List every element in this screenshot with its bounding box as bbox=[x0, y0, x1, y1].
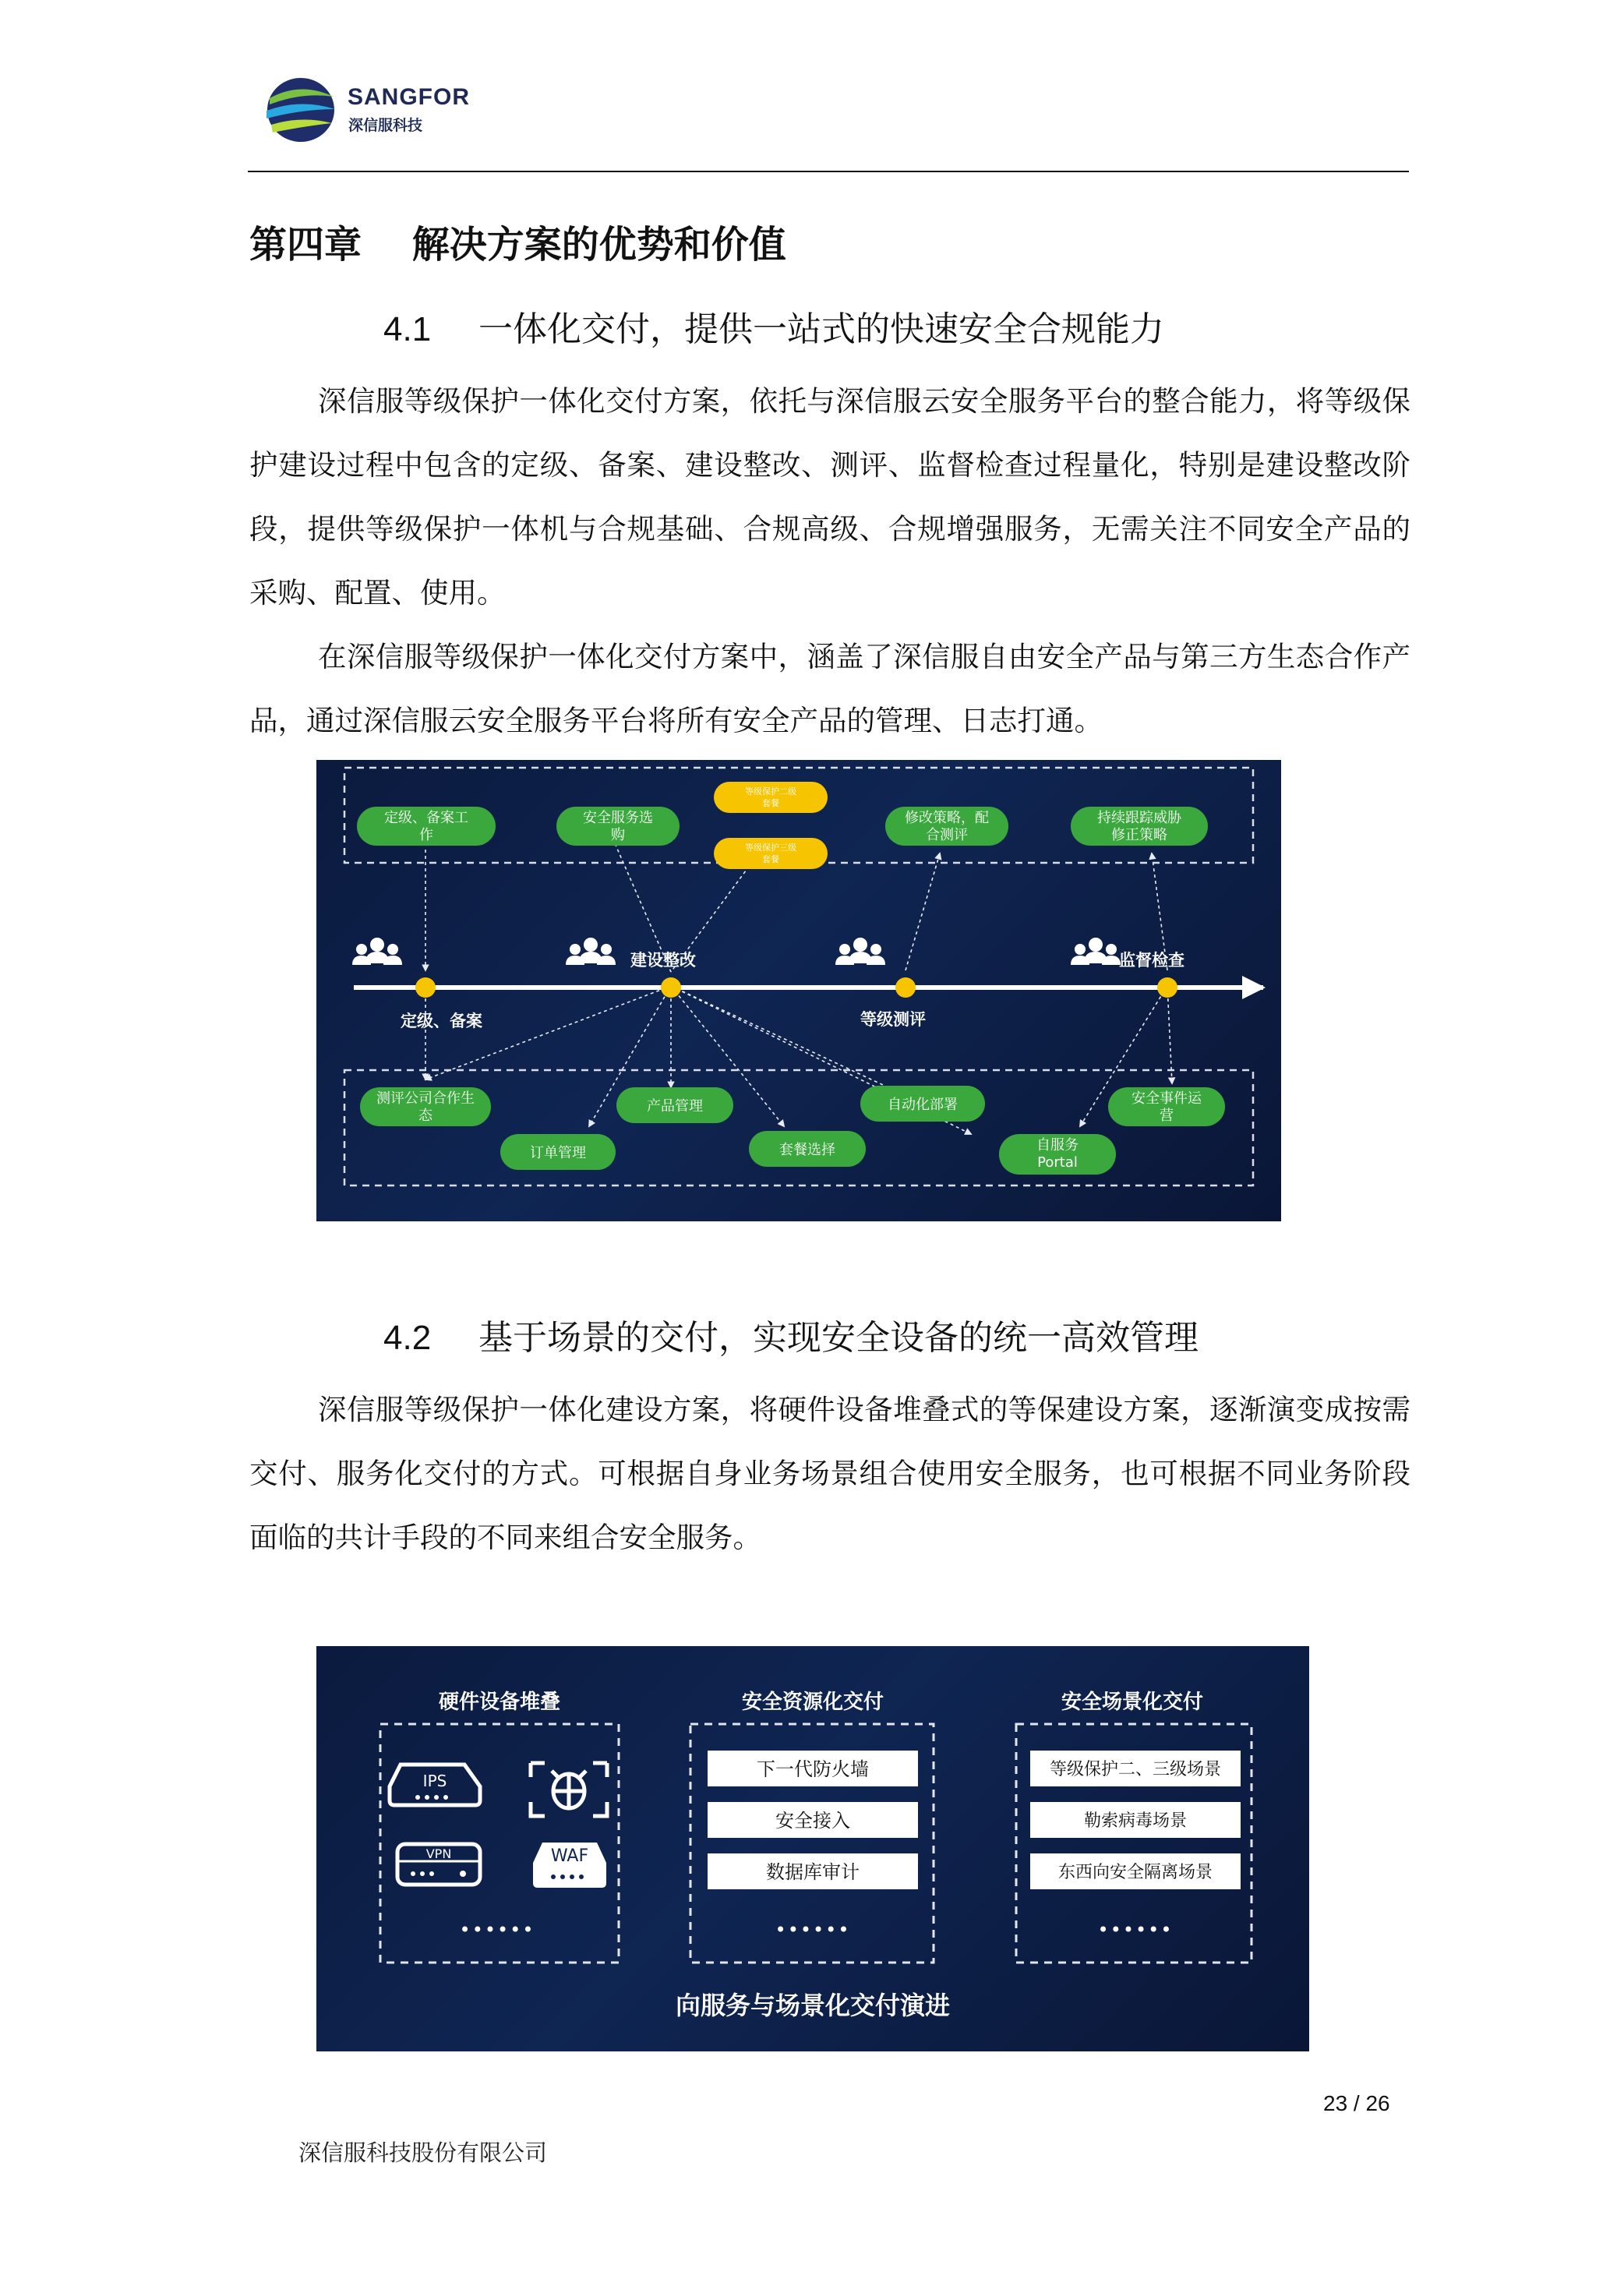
section-heading-4-1 bbox=[383, 301, 1164, 351]
stage-dot bbox=[415, 977, 436, 998]
scenario-item: 东西向安全隔离场景 bbox=[1057, 1863, 1213, 1882]
paragraph: 深信服等级保护一体化建设方案，将硬件设备堆叠式的等保建设方案，逐渐演变成按需交付、服务化交付的方式。可根据自身业务场景组合使用安全服务，也可根据不同业务阶段面临的共计手段的不同来组合安全服务。 bbox=[249, 1393, 1410, 1554]
section-number: 4.2 bbox=[383, 1319, 432, 1357]
yellow-item: 等级保护二级 bbox=[745, 786, 796, 797]
people-group-icon bbox=[835, 938, 885, 965]
bottom-item: 产品管理 bbox=[647, 1098, 703, 1115]
resource-item: 下一代防火墙 bbox=[757, 1758, 869, 1780]
top-item: 购 bbox=[611, 827, 625, 843]
stage-dot bbox=[895, 977, 916, 998]
section-heading-4-2 bbox=[383, 1309, 1199, 1359]
more-dots: •••••• bbox=[775, 1919, 851, 1941]
bug-scan-icon bbox=[531, 1763, 607, 1816]
scenario-item: 勒索病毒场景 bbox=[1083, 1811, 1188, 1831]
yellow-item: 等级保护三级 bbox=[745, 843, 796, 853]
bottom-item: 态 bbox=[418, 1108, 432, 1124]
ips-device-icon bbox=[390, 1765, 480, 1805]
people-group-icon bbox=[566, 938, 616, 965]
bottom-item: 安全事件运 bbox=[1132, 1090, 1202, 1107]
bottom-item: 测评公司合作生 bbox=[376, 1090, 475, 1107]
footer-company: 深信服科技股份有限公司 bbox=[298, 2139, 548, 2166]
paragraph: 深信服等级保护一体化交付方案，依托与深信服云安全服务平台的整合能力，将等级保护建设过程中包含的定级、备案、建设整改、测评、监督检查过程量化，特别是建设整改阶段，提供等级保护一体机与合规基础、合规高级、合规增强服务，无需关注不同安全产品的采购、配置、使用。 bbox=[249, 384, 1410, 610]
top-item: 安全服务选 bbox=[583, 810, 653, 826]
people-group-icon bbox=[352, 938, 402, 965]
section-title: 基于场景的交付，实现安全设备的统一高效管理 bbox=[478, 1318, 1199, 1358]
process-diagram bbox=[316, 760, 1281, 1221]
bottom-item: 自服务 bbox=[1036, 1137, 1079, 1154]
brand-name: SANGFOR bbox=[348, 84, 470, 110]
top-item: 修改策略，配 bbox=[905, 810, 989, 826]
vpn-device-icon bbox=[397, 1844, 480, 1885]
stage-dot bbox=[1157, 977, 1177, 998]
more-dots: •••••• bbox=[1097, 1919, 1174, 1941]
more-dots: •••••• bbox=[459, 1919, 535, 1941]
bottom-item: 自动化部署 bbox=[888, 1097, 958, 1113]
top-item: 修正策略 bbox=[1111, 827, 1167, 843]
top-item: 合测评 bbox=[926, 827, 968, 843]
chapter-title: 第四章 解决方案的优势和价值 bbox=[249, 223, 786, 267]
svg-text:VPN: VPN bbox=[425, 1846, 452, 1861]
bottom-item: 订单管理 bbox=[530, 1145, 586, 1161]
resource-item: 数据库审计 bbox=[766, 1861, 860, 1883]
bottom-item: 营 bbox=[1160, 1108, 1174, 1124]
column-title: 安全资源化交付 bbox=[741, 1691, 884, 1714]
stage-dot bbox=[661, 977, 681, 998]
brand-subtitle: 深信服科技 bbox=[348, 117, 423, 134]
page-number: 23 / 26 bbox=[1323, 2091, 1390, 2115]
people-group-icon bbox=[1071, 938, 1121, 965]
bottom-item: 套餐选择 bbox=[779, 1142, 835, 1158]
top-item: 定级、备案工 bbox=[384, 810, 468, 826]
stage-label: 监督检查 bbox=[1119, 951, 1184, 970]
section-number: 4.1 bbox=[383, 310, 432, 348]
column-title: 安全场景化交付 bbox=[1061, 1691, 1204, 1714]
yellow-item: 套餐 bbox=[762, 854, 779, 864]
figure-caption: 向服务与场景化交付演进 bbox=[675, 1991, 951, 2020]
stage-label: 建设整改 bbox=[630, 951, 696, 970]
scenario-item: 等级保护二、三级场景 bbox=[1049, 1760, 1222, 1779]
bottom-dashed-frame bbox=[344, 1070, 1253, 1185]
top-item: 持续跟踪威胁 bbox=[1097, 810, 1181, 826]
top-item: 作 bbox=[419, 827, 433, 843]
waf-device-icon bbox=[533, 1843, 606, 1888]
sangfor-logo-icon bbox=[263, 75, 338, 145]
svg-text:IPS: IPS bbox=[422, 1772, 447, 1790]
yellow-item: 套餐 bbox=[762, 798, 779, 808]
paragraph: 在深信服等级保护一体化交付方案中，涵盖了深信服自由安全产品与第三方生态合作产品，通过深信服云安全服务平台将所有安全产品的管理、日志打通。 bbox=[249, 640, 1410, 737]
bottom-item: Portal bbox=[1037, 1154, 1078, 1171]
svg-text:WAF: WAF bbox=[550, 1846, 589, 1866]
section-title: 一体化交付，提供一站式的快速安全合规能力 bbox=[478, 309, 1164, 349]
delivery-evolution-diagram bbox=[316, 1646, 1309, 2051]
resource-item: 安全接入 bbox=[775, 1810, 850, 1832]
stage-label: 等级测评 bbox=[860, 1010, 926, 1029]
header-rule bbox=[248, 171, 1409, 172]
stage-label: 定级、备案 bbox=[401, 1012, 482, 1030]
column-title: 硬件设备堆叠 bbox=[438, 1691, 561, 1714]
